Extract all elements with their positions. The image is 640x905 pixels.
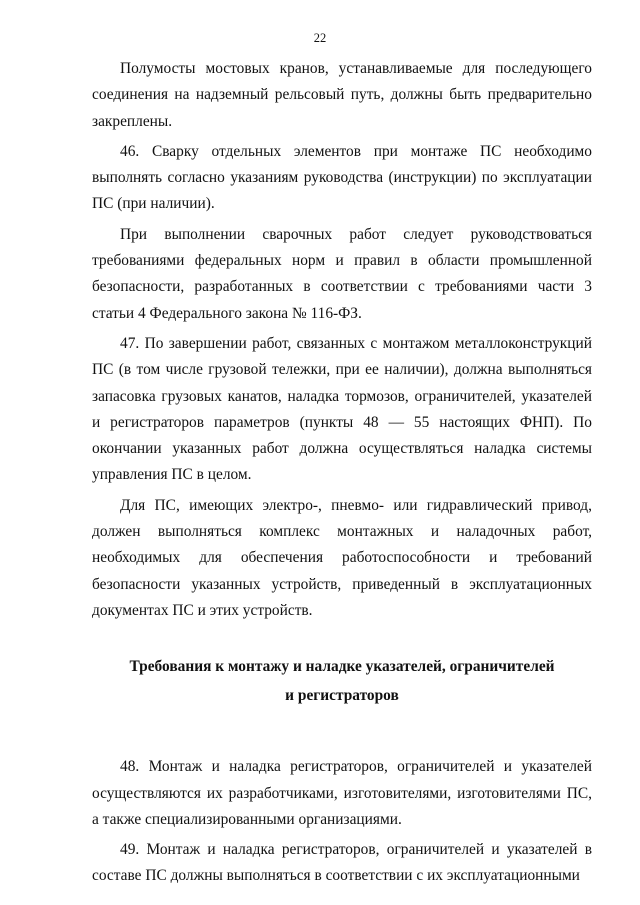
- paragraph-item-49: 49. Монтаж и наладка регистраторов, ограничителей и указателей в составе ПС должны выполняться в соответствии с их эксплуатационными: [92, 841, 592, 885]
- paragraph-item-47: 47. По завершении работ, связанных с монтажом металлоконструкций ПС (в том числе грузовой тележки, при ее наличии), должна выполняться запасовка грузовых канатов, наладка тормозов, ограничителей, указателей и регистраторов параметров (пункты 48 — 55 настоящих ФНП). По окончании указанных работ должна осуществляться наладка системы управления ПС в целом.: [92, 334, 592, 484]
- paragraph-item-48: 48. Монтаж и наладка регистраторов, ограничителей и указателей осуществляются их разработчиками, изготовителями, изготовителями ПС, а также специализированными организациями.: [92, 758, 592, 828]
- page-number: 22: [313, 31, 327, 45]
- paragraph: Для ПС, имеющих электро-, пневмо- или гидравлический привод, должен выполняться комплекс монтажных и наладочных работ, необходимых для обеспечения работоспособности и требований безопасности указанных устройств, приведенный в эксплуатационных документах ПС и этих устройств.: [92, 496, 592, 619]
- section-heading-line-1: Требования к монтажу и наладке указателей, ограничителей: [129, 658, 555, 676]
- paragraph-item-46: 46. Сварку отдельных элементов при монтаже ПС необходимо выполнять согласно указаниям руководства (инструкции) по эксплуатации ПС (при наличии).: [92, 142, 592, 213]
- paragraph: При выполнении сварочных работ следует руководствоваться требованиями федеральных норм и правил в области промышленной безопасности, разработанных в соответствии с требованиями части 3 статьи 4 Федерального закона № 116-ФЗ.: [92, 225, 592, 322]
- body-text: [92, 56, 592, 890]
- section-heading: [92, 652, 592, 710]
- paragraph: Полумосты мостовых кранов, устанавливаемые для последующего соединения на надземный рельсовый путь, должны быть предварительно закреплены.: [92, 60, 592, 130]
- section-heading-line-2: и регистраторов: [285, 687, 399, 705]
